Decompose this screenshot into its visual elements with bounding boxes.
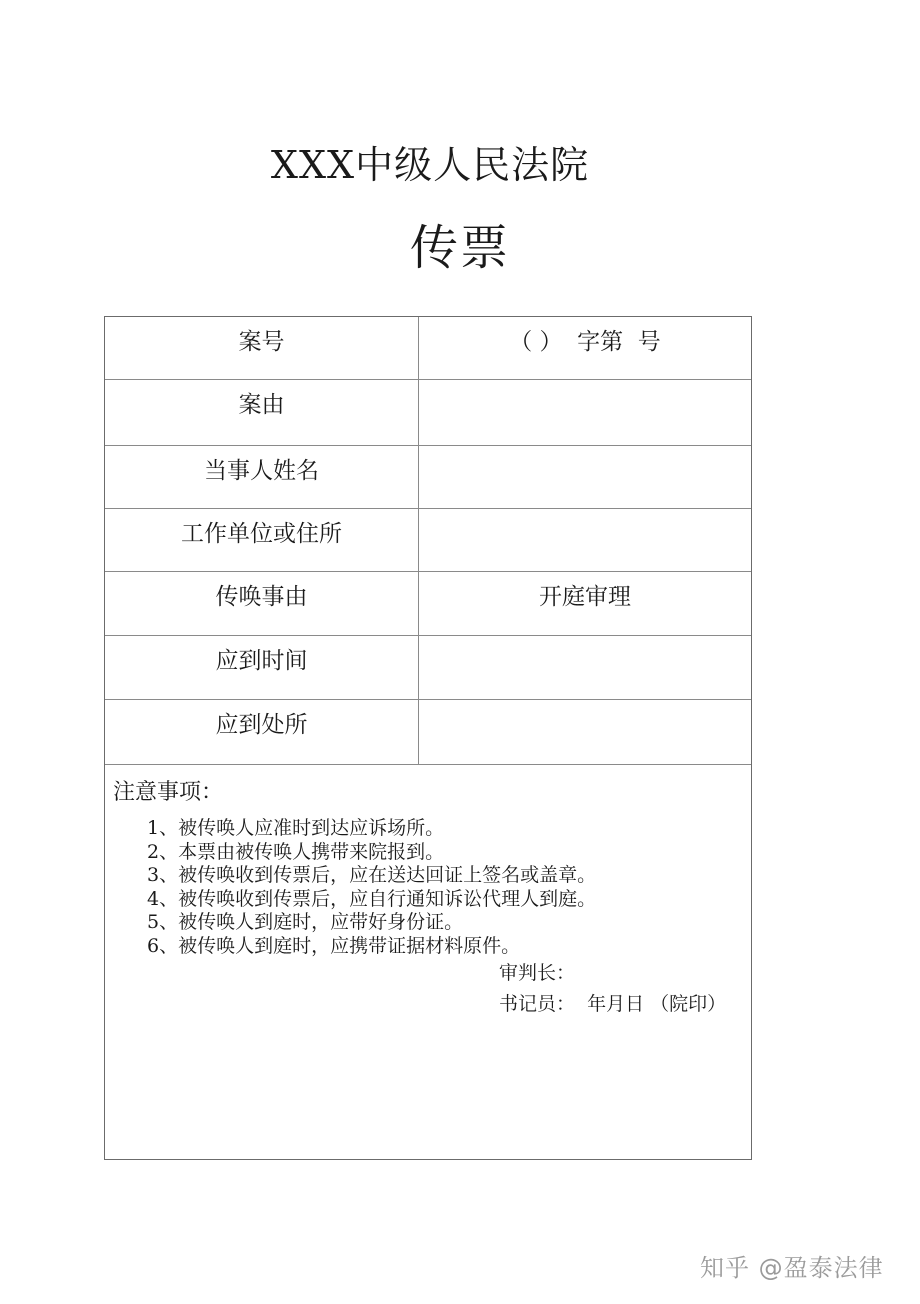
- case-number-label: 案号: [105, 317, 419, 379]
- document-title: 传票: [409, 220, 510, 276]
- case-cause-label: 案由: [105, 380, 419, 445]
- party-name-label: 当事人姓名: [105, 446, 419, 508]
- row-appearance-place: [105, 700, 751, 765]
- appearance-time-value: [419, 636, 751, 709]
- clerk-date-seal-line: 书记员： 年月日 （院印）: [499, 993, 727, 1015]
- summons-form: [104, 316, 752, 1160]
- presiding-judge-label: 审判长：: [499, 962, 576, 984]
- note-item: 3、被传唤收到传票后，应在送达回证上签名或盖章。: [147, 864, 597, 886]
- row-case-number: [105, 317, 751, 380]
- row-workplace-address: [105, 509, 751, 572]
- summons-reason-label: 传唤事由: [105, 572, 419, 635]
- note-item: 4、被传唤收到传票后，应自行通知诉讼代理人到庭。: [147, 887, 597, 910]
- notes-section: [105, 765, 751, 1159]
- note-item: 6、被传唤人到庭时，应携带证据材料原件。: [147, 934, 521, 957]
- source-watermark: 知乎 @盈泰法律: [700, 1254, 884, 1282]
- row-summons-reason: [105, 572, 751, 636]
- notes-list: [147, 817, 596, 958]
- row-appearance-time: [105, 636, 751, 700]
- appearance-place-label: 应到处所: [105, 700, 419, 764]
- row-case-cause: [105, 380, 751, 446]
- appearance-place-value: [419, 700, 751, 774]
- summons-reason-value: 开庭审理: [539, 584, 631, 610]
- party-name-value: [419, 446, 751, 518]
- case-number-value: （ ） 字第 号: [509, 329, 661, 355]
- court-name: XXX中级人民法院: [270, 143, 590, 187]
- row-party-name: [105, 446, 751, 509]
- note-item: 1、被传唤人应准时到达应诉场所。: [147, 817, 445, 839]
- case-cause-value: [419, 380, 751, 455]
- note-item: 2、本票由被传唤人携带来院报到。: [147, 840, 445, 863]
- workplace-address-value: [419, 509, 751, 581]
- appearance-time-label: 应到时间: [105, 636, 419, 699]
- notes-heading: 注意事项：: [113, 780, 224, 805]
- note-item: 5、被传唤人到庭时，应带好身份证。: [147, 911, 464, 933]
- workplace-address-label: 工作单位或住所: [105, 509, 419, 571]
